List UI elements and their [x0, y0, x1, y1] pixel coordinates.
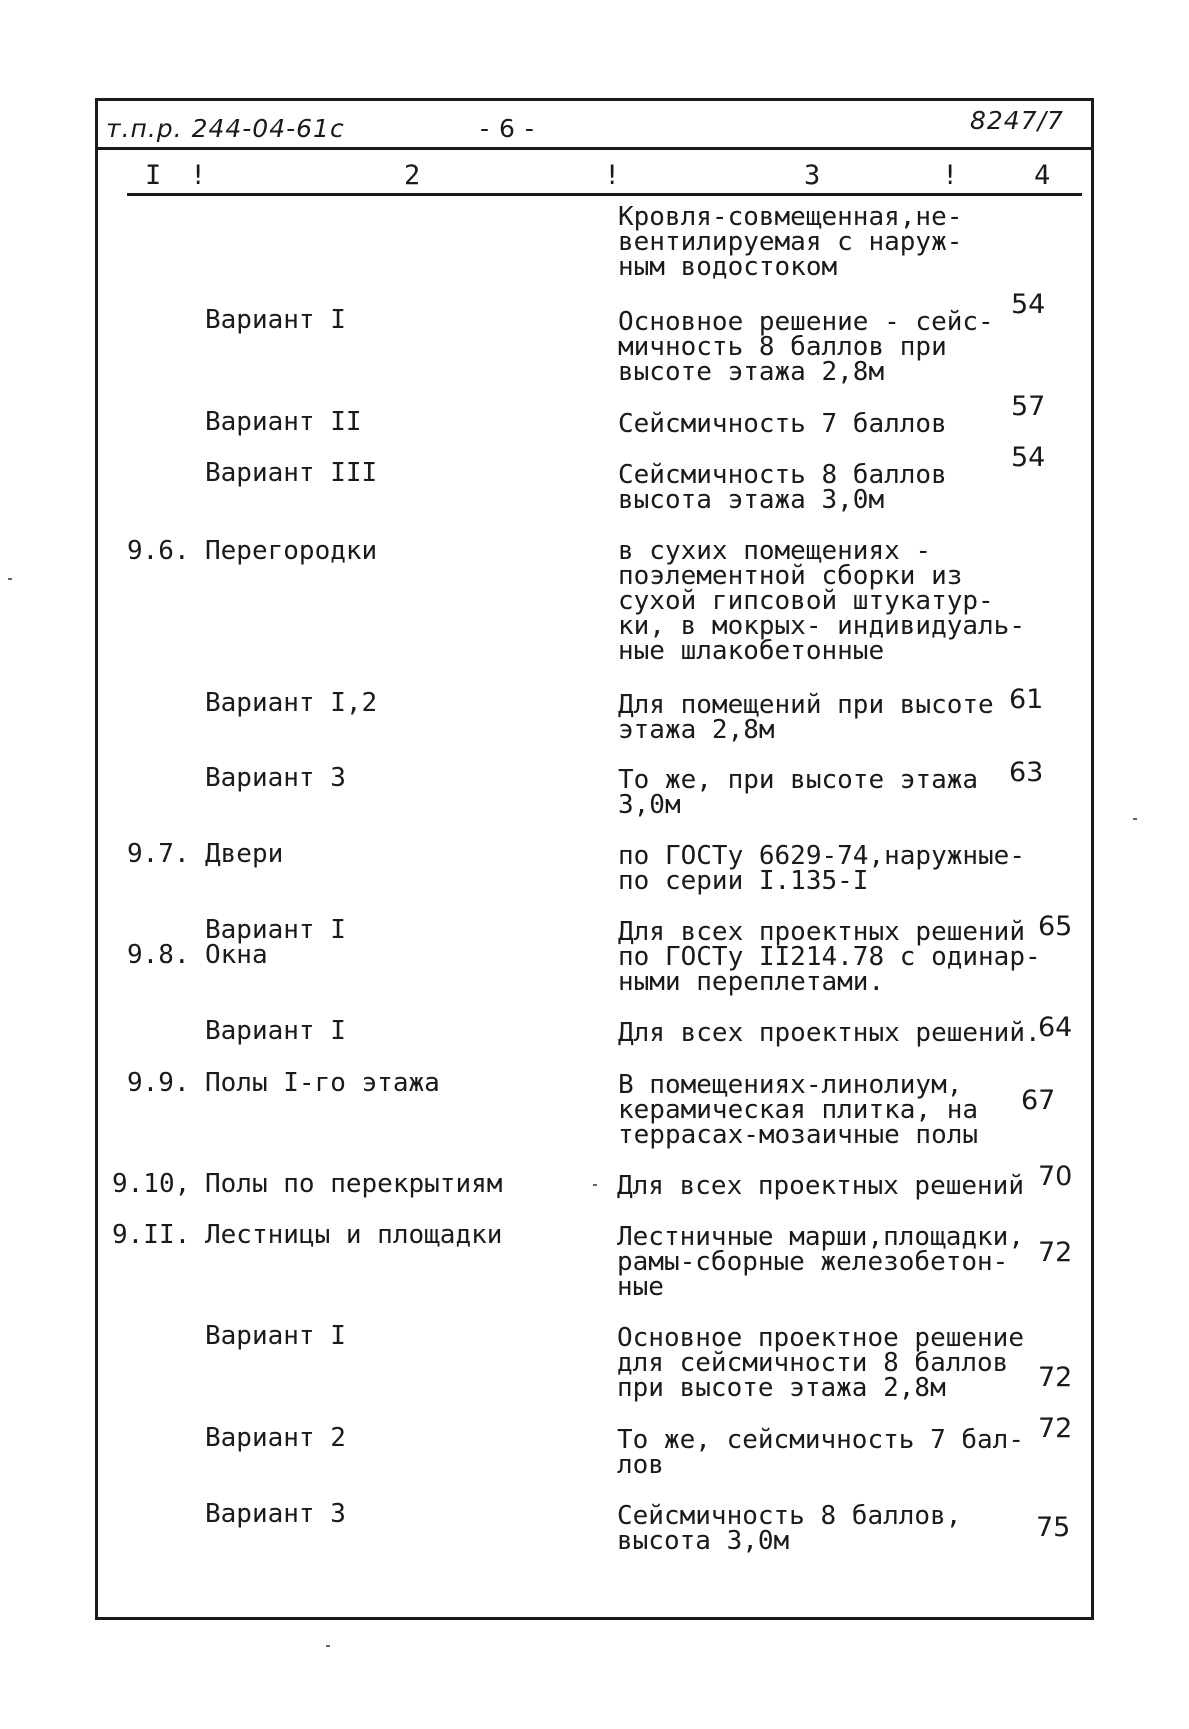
row-name: Вариант I,2: [205, 688, 378, 718]
row-page: 70: [1038, 1161, 1073, 1192]
row-name: Перегородки: [205, 536, 378, 566]
column-separator: !: [190, 160, 207, 191]
row-name: Полы I-го этажа: [205, 1068, 440, 1098]
row-page: 72: [1038, 1413, 1073, 1444]
row-number: 9.II.: [112, 1220, 191, 1250]
row-description: Для всех проектных решений.: [618, 1018, 1041, 1048]
row-number: 9.9.: [127, 1068, 190, 1098]
row-description: Для всех проектных решений: [617, 1171, 1024, 1201]
row-page: 57: [1011, 391, 1046, 422]
column-2-header: 2: [404, 160, 421, 191]
row-page: 61: [1009, 684, 1044, 715]
scan-speck: [326, 1645, 330, 1647]
row-description: Для всех проектных решений по ГОСТу II214.78 с одинар- ными переплетами.: [618, 917, 1041, 997]
column-header-divider: [127, 193, 1082, 196]
row-description: Лестничные марши,площадки, рамы-сборные железобетон- ные: [617, 1222, 1024, 1302]
row-description: Сейсмичность 8 баллов высота этажа 3,0м: [618, 460, 947, 515]
row-description: Сейсмичность 8 баллов, высота 3,0м: [617, 1501, 962, 1556]
document-code: т.п.р. 244-04-61с: [106, 114, 345, 143]
row-name: Вариант I: [205, 305, 346, 335]
row-page: 64: [1038, 1012, 1073, 1043]
page-number: - 6 -: [480, 114, 535, 143]
row-page: 54: [1011, 442, 1046, 473]
row-name: Вариант 3: [205, 1499, 346, 1529]
row-number: 9.8.: [127, 940, 190, 970]
row-name: Вариант 2: [205, 1423, 346, 1453]
column-separator: !: [942, 160, 959, 191]
row-description: Кровля-совмещенная,не- вентилируемая с наруж- ным водостоком: [618, 202, 963, 282]
row-name: Двери: [205, 839, 284, 869]
row-page: 63: [1009, 757, 1044, 788]
row-page: 67: [1021, 1085, 1056, 1116]
row-name: Вариант II: [205, 407, 362, 437]
row-name: Лестницы и площадки: [205, 1220, 503, 1250]
row-page: 54: [1011, 289, 1046, 320]
row-description: по ГОСТу 6629-74,наружные- по серии I.135-I: [618, 841, 1025, 896]
row-description: Основное проектное решение для сейсмичности 8 баллов при высоте этажа 2,8м: [617, 1323, 1024, 1403]
row-description: Основное решение - сейс- мичность 8 баллов при высоте этажа 2,8м: [618, 307, 994, 387]
scan-speck: [8, 578, 12, 580]
row-page: 72: [1038, 1362, 1073, 1393]
row-description: Для помещений при высоте этажа 2,8м: [618, 690, 994, 745]
scan-speck: [593, 1184, 597, 1186]
header-divider: [95, 147, 1094, 150]
row-description: Сейсмичность 7 баллов: [618, 409, 947, 439]
row-name: Вариант I: [205, 1321, 346, 1351]
row-name: Вариант I Окна: [205, 915, 346, 970]
row-description: в сухих помещениях - поэлементной сборки из сухой гипсовой штукатур- ки, в мокрых- индивидуаль- ные шлакобетонные: [618, 536, 1025, 666]
column-3-header: 3: [804, 160, 821, 191]
sheet-number: 8247/7: [970, 106, 1064, 135]
row-name: Вариант 3: [205, 763, 346, 793]
row-name: Полы по перекрытиям: [205, 1169, 503, 1199]
column-4-header: 4: [1034, 160, 1051, 191]
scan-speck: [1133, 818, 1137, 820]
row-page: 72: [1038, 1237, 1073, 1268]
row-number: 9.7.: [127, 839, 190, 869]
column-separator: !: [604, 160, 621, 191]
row-name: Вариант I: [205, 1016, 346, 1046]
row-description: То же, сейсмичность 7 бал- лов: [617, 1425, 1024, 1480]
row-number: 9.10,: [112, 1169, 191, 1199]
row-description: То же, при высоте этажа 3,0м: [618, 765, 979, 820]
row-page: 65: [1038, 911, 1073, 942]
row-name: Вариант III: [205, 458, 378, 488]
column-1-header: I: [145, 160, 162, 191]
row-description: В помещениях-линолиум, керамическая плитка, на террасах-мозаичные полы: [618, 1070, 979, 1150]
row-number: 9.6.: [127, 536, 190, 566]
row-page: 75: [1036, 1512, 1071, 1543]
